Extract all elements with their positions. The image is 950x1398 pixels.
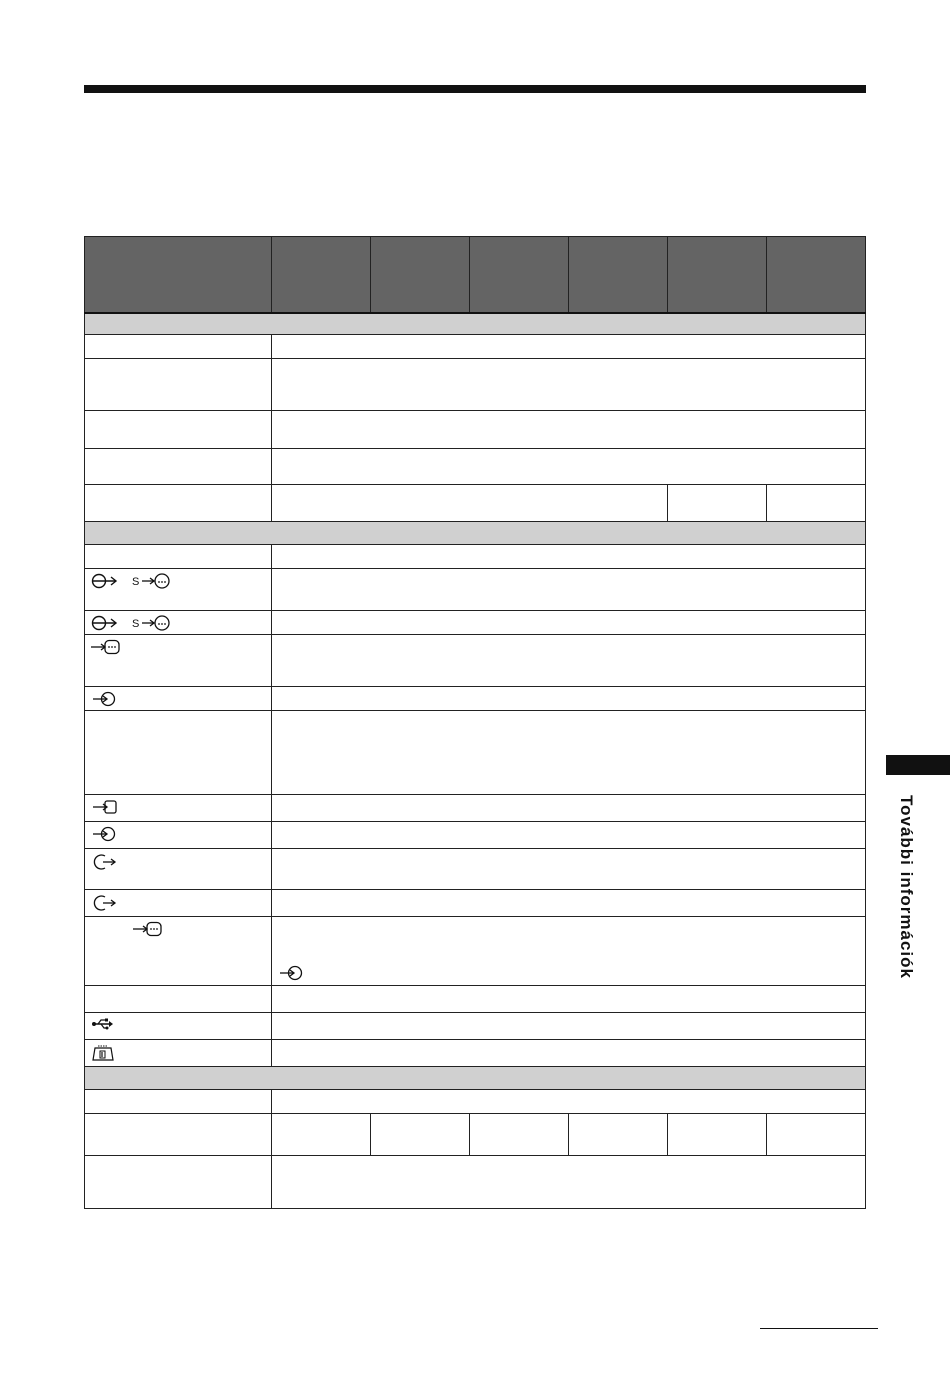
scart-av-in-out-icon [91, 615, 129, 631]
table-row [85, 849, 866, 890]
table-row [85, 986, 866, 1013]
table-row [85, 1090, 866, 1114]
usb-icon [91, 1017, 265, 1031]
table-row [85, 485, 866, 522]
header-cell [470, 237, 569, 314]
table-row [85, 1156, 866, 1209]
header-cell [767, 237, 866, 314]
hdmi-input-icon [91, 799, 265, 815]
scart-av-in-out-icon [91, 573, 129, 589]
table-row [85, 687, 866, 711]
ci-slot-icon [91, 1044, 265, 1062]
table-row [85, 449, 866, 485]
table-row [85, 822, 866, 849]
specifications-table [84, 236, 866, 1209]
table-row [85, 635, 866, 687]
s-video-icon [132, 573, 172, 589]
header-cell [85, 237, 272, 314]
header-cell [569, 237, 668, 314]
table-row [85, 711, 866, 795]
bottom-rule [760, 1328, 878, 1329]
table-row [85, 1013, 866, 1040]
table-header-row [85, 237, 866, 314]
audio-input-icon [278, 965, 859, 981]
table-row [85, 569, 866, 611]
table-row [85, 359, 866, 411]
section-row [85, 1067, 866, 1090]
top-rule [84, 85, 866, 93]
audio-output-icon [91, 853, 265, 871]
audio-input-icon [91, 826, 265, 842]
table-row [85, 335, 866, 359]
header-cell [668, 237, 767, 314]
audio-input-icon [91, 691, 265, 707]
header-cell [272, 237, 371, 314]
table-row [85, 917, 866, 986]
audio-output-icon [91, 894, 265, 912]
svg-text:S: S [132, 576, 140, 588]
table-row [85, 611, 866, 635]
table-row [85, 795, 866, 822]
table-row [85, 1114, 866, 1156]
s-video-icon [132, 615, 172, 631]
component-input-icon [91, 639, 265, 655]
side-tab-marker [886, 755, 950, 775]
side-tab-label: További információk [897, 795, 916, 979]
section-row [85, 522, 866, 545]
component-input-icon [133, 921, 265, 937]
table-row [85, 1040, 866, 1067]
table-row [85, 411, 866, 449]
table-row [85, 890, 866, 917]
table-row [85, 545, 866, 569]
section-row [85, 313, 866, 335]
header-cell [371, 237, 470, 314]
svg-text:S: S [132, 618, 140, 630]
